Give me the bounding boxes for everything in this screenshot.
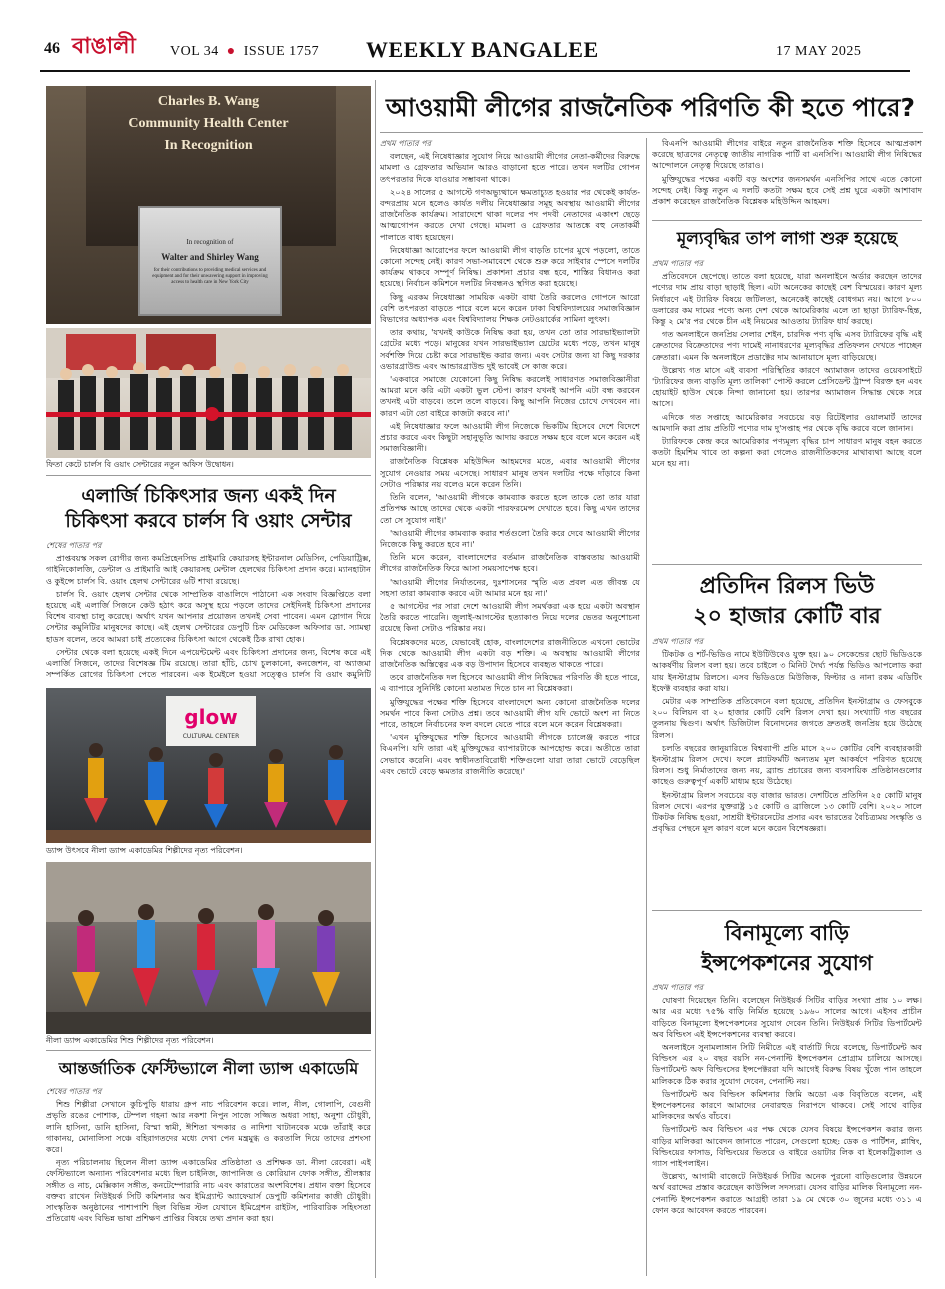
- inspection-headline: [652, 918, 922, 978]
- page-number: 46: [44, 40, 60, 57]
- allergy-headline-line-1: এলার্জি চিকিৎসার জন্য একই দিন: [81, 485, 336, 507]
- allergy-story-body: [46, 540, 371, 680]
- glow-sign-text: glow: [184, 705, 238, 729]
- issue: ISSUE 1757: [243, 44, 320, 59]
- masthead-rule: [40, 70, 910, 72]
- plaque-names: Walter and Shirley Wang: [161, 252, 259, 262]
- paragraph: ট্যারিফকে কেন্দ্র করে আমেরিকার পণ্যমূল্য বৃদ্ধির চাপ সাধারণ মানুষ বহন করতে কতটা হিমশিম খাবে তা কল্পনা করা গেলেও রাজনীতিকদের মাথাব্যথা আছে বলে মনে হয় না।: [652, 436, 922, 469]
- ribbon-cutting-illustration: [46, 328, 371, 458]
- divider: [46, 1050, 371, 1051]
- divider: [380, 132, 923, 133]
- reels-headline-line-2: ২০ হাজার কোটি বার: [693, 604, 881, 629]
- allergy-headline-line-2: চিকিৎসা করবে চার্লস বি ওয়াং সেন্টার: [65, 510, 352, 532]
- paragraph: প্রতিবেদনে ছেপেছে। তাতে বলা হয়েছে, যারা অনলাইনে অর্ডার করছেন তাদের পণ্যের দাম প্রায় বাড়া ছাড়াই ছিল। এটা অনেকের কাছেই বেশ বিস্ময়ের। কারণ মূল্য নির্ধারণে এই ট্যারিফ বিষয়ে জটিলতা, অনেকেই কাছেই বোধগম্য নয়। আগে ৮০০ ডলারের কম দামের পণ্যে অন্য দেশ থেকে আমেরিকায় এলে তা ছাড়া ট্যারিফ-হিন্ত, কিন্তু ২ মে'র পর থেকে চীন এই নিয়মের আওতায় ট্যারিফ ধার্য করছে।: [652, 271, 922, 327]
- paragraph: 'আওয়ামী লীগের নির্যাতনের, দুঃশাসনের স্মৃতি এত প্রবল এত জীবন্ত যে সহসা তারা কামব্যাক করবে এটা আমার মনে হয় না।': [380, 576, 640, 598]
- paragraph: বিশ্লেষকদের মতে, যেভাবেই হোক, বাংলাদেশের রাজনীতিতে এখনো ভোটের দিক থেকে আওয়ামী লীগ একটা বড় শক্তি। এ অবস্থায় আওয়ামী লীগের রাজনৈতিক অস্তিত্বের এক বড় উপাদান হিসেবে ব্যবহৃত থাকতে পারে।: [380, 636, 640, 669]
- paragraph: ঘোষণা দিয়েছেন তিনি। বলেছেন নিউইয়র্ক সিটির বাড়ির সংখ্যা প্রায় ১০ লক্ষ। আর এর মধ্যে ৭৫% বাড়ি নির্মিত হয়েছে ১৯৬০ সালের আগে। এইসব প্রাচীন বাড়িতে বিনামূল্যে ইন্সপেকশনের সুযোগ দেবেন তিনি। নিউইয়র্ক সিটির ডিপার্টমেন্ট অব বিল্ডিংস এই ইন্সপেকশনের ব্যবস্থা করবে।: [652, 995, 922, 1039]
- sign-line-2: Community Health Center: [128, 116, 289, 131]
- reels-headline: [652, 572, 922, 632]
- ribbon-cutting-photo: [46, 328, 371, 458]
- sign-line-1: Charles B. Wang: [157, 94, 260, 109]
- children-dancers-illustration: [46, 862, 371, 1034]
- main-story-column-1: [380, 138, 640, 1276]
- main-story-column-2: [652, 138, 922, 214]
- divider: [652, 220, 922, 221]
- ribbon-photo-caption: ফিতা কেটে চার্লস বি ওয়াং সেন্টারের নতুন অফিস উদ্বোধন।: [46, 460, 234, 469]
- price-headline: মূল্যবৃদ্ধির তাপ লাগা শুরু হয়েছে: [676, 229, 898, 249]
- paragraph: ডিপার্টমেন্ট অব বিল্ডিংস কমিশনার জিমি অডো এক বিবৃতিতে বলেন, এই ইন্সপেকশনের কারণে আমাদের নেবারহুড নিরাপদে থাকবে। সেই সাথে বাড়ির মালিকদের অর্থও বাঁচবে।: [652, 1088, 922, 1122]
- continued-label: প্রথম পাতার পর: [652, 983, 703, 992]
- paragraph: মুক্তিযুদ্ধের পক্ষের একটি বড় অংশের জনসমর্থন এনসিপির সাথে এতে কোনো সন্দেহ নেই। কিন্তু নতুন এ দলটি কতটা সক্ষম হবে সেই প্রশ্ন ঘুরে একটা আশাবাদ প্রকাশ করেছেন রাজনৈতিক বিশ্লেষক মহিউদ্দিন আহমদ।: [652, 173, 922, 207]
- main-headline: আওয়ামী লীগের রাজনৈতিক পরিণতি কী হতে পারে?: [386, 93, 915, 122]
- continued-label: শেষের পাতার পর: [46, 541, 102, 550]
- recognition-plaque: [138, 206, 282, 316]
- paragraph: কিছু এরকম নিষেধাজ্ঞা সাময়িক একটা বাধা তৈরি করলেও গোপনে আরো বেশি তৎপরতা বাড়তে পারে বলে মনে করেন ঢাকা বিশ্ববিদ্যালয়ের সমাজবিজ্ঞান বিভাগের অধ্যাপক এবং বিশ্ববিদ্যালয় শিক্ষক নেটওয়ার্কের সামিনা লুৎফা।: [380, 291, 640, 325]
- paragraph: এই নিষেধাজ্ঞার ফলে আওয়ামী লীগ নিজেকে ভিকটিম হিসেবে দেশে বিদেশে প্রচার করবে এবং কিছুটা সহানুভূতি আদায় করতে সক্ষম হবে বলে মনে করেন এই সমাজবিজ্ঞানী।: [380, 420, 640, 454]
- paragraph: বলছেন, এই নিষেধাজ্ঞার সুযোগ নিয়ে আওয়ামী লীগের নেতা-কর্মীদের বিরুদ্ধে মামলা ও গ্রেফতার অভিযান আরও বাড়ানো হতে পারে। তখন দলটির গোপন তৎপরতার দিকে যাওয়ার সম্ভাবনা থাকে।: [380, 151, 640, 184]
- paragraph: 'আওয়ামী লীগের কামব্যাক করার শর্তগুলো তৈরি করে দেবে আওয়ামী লীগের নিজেকে কিছু করতে হবে না।': [380, 527, 640, 549]
- paragraph: মুক্তিযুদ্ধের পক্ষের শক্তি হিসেবে বাংলাদেশে অন্য কোনো রাজনৈতিক দলের সমর্থন পাবে কিনা সেটাও প্রশ্ন। তবে আওয়ামী লীগ যদি ভোটে অংশ না নিতে পারে, তাহলে নির্বাচনের ফল বদলে যেতে পারে বলে মনে করেন বিশ্লেষকরা।: [380, 696, 640, 729]
- column-divider: [646, 138, 647, 1276]
- divider: [652, 910, 922, 911]
- dance-story-body: [46, 1086, 371, 1276]
- paragraph: সেন্টার থেকে বলা হয়েছে একই দিনে এপয়েন্টমেন্ট এবং চিকিৎসা প্রদানের জন্য, বিশেষ করে এই এলার্জি সিজনে, তাদের বিশেষজ্ঞ টিম রয়েছে। তারা হাঁচি, চোখ চুলকানো, কনজেশন, বা অ্যাজমা সম্পর্কিত রোগের চিকিৎসা পেতে পারবেন। এক ইমেইলে হওয়া সত্ত্বেও চার্লস বি ওয়াং কমুনিটি: [46, 646, 371, 680]
- price-story-body: [652, 258, 922, 558]
- divider: [46, 475, 371, 476]
- paragraph: তবে রাজনৈতিক দল হিসেবে আওয়ামী লীগ নিষিদ্ধের পরিণতি কী হতে পারে, এ ব্যাপারে সুনির্দিষ্ট কোনো মতামত দিতে চান না বিশ্লেষকরা।: [380, 672, 640, 694]
- paragraph: নিষেধাজ্ঞা আরোপের ফলে আওয়ামী লীগ বাড়তি চাপের মুখে পড়লো, তাতে কোনো সন্দেহ নেই। কারণ সভা-সমাবেশে থেকে শুরু করে সাইবার স্পেসে দলটির কার্যক্রম থাকবে সম্পূর্ণ নিষিদ্ধ। প্রকাশনা প্রচার বন্ধ হবে, শাস্তির বিধানও করা হয়েছে। নির্বাচন কমিশনে দলটির নিবন্ধনও স্থগিত করা হয়েছে।: [380, 244, 640, 289]
- paragraph: উল্লেখ্য, আগামী বাজেটে নিউইয়র্ক সিটির অনেক পুরনো বাড়িগুলোর উন্নয়নে অর্থ বরাদ্দের প্রস্তাব করেছেন কাউন্সিল সদস্যরা। যেসব বাড়ির মালিক বিনামূল্যে নন-পেনাল্টি ইন্সপেকশন করাতে আগ্রহী তারা ১৯ মে থেকে ৩০ জুনের মধ্যে ৩১১ এ ফোন করে আবেদন করতে পারবেন।: [652, 1171, 922, 1215]
- glow-sign-sub: CULTURAL CENTER: [182, 733, 240, 740]
- continued-label: শেষের পাতার পর: [46, 1087, 102, 1096]
- bullet-dot-icon: ●: [222, 44, 240, 59]
- continued-label: প্রথম পাতার পর: [652, 637, 703, 646]
- paper-name: WEEKLY BANGALEE: [366, 37, 599, 62]
- paragraph: চলতি বছরের জানুয়ারিতে বিশ্বব্যাপী প্রতি মাসে ২০০ কোটির বেশি ব্যবহারকারী ইনস্টাগ্রাম রিলস দেখে। ফলে প্ল্যাটফর্মটি অন্যতম মূল আকর্ষণে পরিণত হয়েছে রিলস। শুধু নির্মাতাদের জন্য নয়, ব্র্যান্ড প্রচারের জন্য ব্যবসায়িক প্রতিষ্ঠানগুলোর কাছেও গুরুত্বপূর্ণ একটি মাধ্যম হয়ে উঠেছে।: [652, 742, 922, 787]
- paragraph: ইনস্টাগ্রাম রিলস সবচেয়ে বড় বাজার ভারত। দেশটিতে প্রতিদিন ২৫ কোটি মানুষ রিলস দেখে। এরপর যুক্তরাষ্ট্র ১৫ কোটি ও ব্রাজিলে ১৩ কোটি বেশি। ২০২০ সালে টিকটক নিষিদ্ধ হওয়া, সাশ্রয়ী ইন্টারনেটের প্রসার এবং ভারতের বৈচিত্র্যময় সংস্কৃতি ও প্রবৃদ্ধির পেছনে মূল কারণ বলে মনে করেন বিশেষজ্ঞরা।: [652, 789, 922, 834]
- volume: VOL 34: [170, 44, 219, 59]
- plaque-description: for their contributions to providing medical services and equipment and for their unwavering support in improving access to health care in New York City: [152, 268, 268, 285]
- paragraph: তিনি মনে করেন, বাংলাদেশের বর্তমান রাজনৈতিক বাস্তবতায় আওয়ামী লীগের রাজনৈতিক ফিরে আসা সময়সাপেক্ষ হবে।: [380, 552, 640, 574]
- dance-headline: আন্তর্জাতিক ফেস্টিভ্যালে নীলা ড্যান্স একাডেমি: [58, 1059, 359, 1078]
- continued-label: প্রথম পাতার পর: [380, 139, 431, 148]
- paragraph: 'এখন মুক্তিযুদ্ধের শক্তি হিসেবে আওয়ামী লীগকে চ্যালেঞ্জ করতে পারে বিএনপি। যদি তারা এই মুক্তিযুদ্ধের ব্যাপারটাকে আপহোল্ড করে। অতীতে তারা সেভাবে করেনি। এবং স্বাধীনতাবিরোধী শক্তিগুলো যারা তারা ভোটে বেড়েছিল এবং ভোটে বেড়ে ক্ষমতার রাজনীতি করেছে।': [380, 732, 640, 776]
- paragraph: অনলাইনে সুনামলাঙ্গান সিটি নিমীতে এই বার্তাটি দিয়ে বলেছে, ডিপার্টমেন্ট অব বিল্ডিংস এর ২০ বছর বয়সি নন-পেনাল্টি ইন্সপেকশন প্রোগ্রাম চালিয়ে আসছে। ডিপার্টমেন্ট অফ বিল্ডিংসের ইন্সপেক্টররা যদি আগেই বিরুদ্ধ বিষয় খুঁজে পান তাহলে মালিককে ঠিক করার সুযোগ দেবেন, পেনাল্টি নয়।: [652, 1042, 922, 1086]
- paragraph: তিনি বলেন, 'আওয়ামী লীগকে কামব্যাক করতে হলে তাকে তো তার যারা প্রতিপক্ষ আছে তাদের থেকে একটা পারফরমেন্স দেখাতে হবে। কিছু এখন তাদের তো সে সুযোগ নাই।': [380, 492, 640, 525]
- children-dancers-photo: [46, 862, 371, 1034]
- issue-date: 17 MAY 2025: [776, 44, 862, 59]
- inspection-headline-line-2: ইন্সপেকশনের সুযোগ: [701, 951, 873, 975]
- allergy-headline: [46, 484, 371, 534]
- paragraph: চার্লস বি. ওয়াং হেলথ সেন্টার থেকে সাম্প্রতিক বাঙালিদে পাঠানো এক সংবাদ বিজ্ঞপ্তিতে বলা হয়েছে এই এলার্জি সিজনে কেউ হঠাৎ করে অসুস্থ হয়ে পড়লে তাদের সেইদিনই চিকিৎসা প্রদানের বিশেষ ব্যবস্থা চালু করেছে। অর্থাৎ যখন আপনার প্রয়োজন তখনই সেবা পাবেন। এমন স্লোগান দিয়ে সেন্টার কমুনিটির মানুষদের কাছে। এই হেলথ সেন্টারের ডেপুটি চিফ মেডিকেল অফিসার ডা. স্যামন্থা হাডস বলেন, তবে আমরা চাই প্রত্যেকের চিকিৎসা আগে থেকেই ঠিক রাখা হোক।: [46, 588, 371, 644]
- paragraph: ২০২৪ সালের ৫ আগস্টে গণঅভ্যুত্থানে ক্ষমতাচ্যুত হওয়ার পর থেকেই কার্যত-বন্দরপ্রায় মনে হলেও কার্যত দলীয় নিষেধাজ্ঞার সমূহ অবস্থায় আওয়ামী লীগের রাজনৈতিক কার্যক্রম। সারাদেশে থাকা দলের পদ পদবী নেতাদের একাংশ ছেড়ে আত্মগোপন করতে দেখা গেছে। মামলা ও গ্রেফতার আতঙ্কে বহু নেতাকর্মী পালাতে বাধ্য হয়েছেন।: [380, 186, 640, 242]
- inspection-headline-line-1: বিনামূল্যে বাড়ি: [724, 921, 850, 945]
- column-divider: [375, 80, 376, 1278]
- reels-headline-line-1: প্রতিদিন রিলস ভিউ: [699, 574, 875, 599]
- reels-story-body: [652, 636, 922, 906]
- paragraph: টিকটক ও শর্ট-ভিডিও নামে ইউটিউবেও যুক্ত হয়। ৯০ সেকেন্ডের ছোট ভিডিওকে আকর্ষণীয় রিলস বলা হয়। তবে চাইলে ৩ মিনিট দৈর্ঘ্য পর্যন্ত ভিডিও আপলোড করা যায় ইনস্টাগ্রাম রিলসে। এসব ভিডিওতে মিউজিক, ফিল্টার ও নানা রকম এডিটিং ইফেক্ট ব্যবহার করা যায়।: [652, 649, 922, 693]
- children-dancers-caption: নীলা ড্যান্স একাডেমির শিশু শিল্পীদের নৃত্য পরিবেশন।: [46, 1036, 214, 1045]
- plaque-small-text: In recognition of: [186, 238, 234, 246]
- inspection-story-body: [652, 982, 922, 1276]
- volume-issue: [170, 44, 319, 60]
- paragraph: ডিপার্টমেন্ট অব বিল্ডিংস এর পক্ষ থেকে যেসব বিষয়ে ইন্সপেকশন করার জন্য বাড়ির মালিকরা আবেদন জানাতে পারেন, সেগুলো হচ্ছে: ডেক ও পার্টিশন, প্লাম্বিং, বিল্ডিংয়ের ফাসাড, বিল্ডিংয়ের ভিতরে ও বাইরে ওয়াটার লিক বা ইলেকট্রিক্যাল ও গ্যাস পাইপলাইন।: [652, 1124, 922, 1169]
- paragraph: উল্লেখ্য গত মাসে এই ব্যবসা পরিস্থিতির কারণে অ্যামাজন তাদের ওয়েবসাইটে 'ট্যারিফের জন্য বাড়তি মূল্য তালিকা' পোস্ট করলে প্রেসিডেন্ট ট্রাম্প বিরক্ত হন এবং হোয়াইট হাউস থেকে নিন্দা জানানো হয়। তারপর অ্যামাজন সিদ্ধান্ত থেকে সরে আসে।: [652, 364, 922, 409]
- paragraph: প্রাপ্তবয়স্ক সকল রোগীর জন্য কমপ্রিহেনসিভ প্রাইমারি কেয়ারসহ ইন্টারনাল মেডিসিন, পেডিয়াট্রিক্স, গাইনিকোলজি, ডেন্টাল ও প্রাইমারি আই কেয়ারসহ মেন্টাল হেলথের চিকিৎসা প্রদান করে। ম্যানহাটান ও কুইন্সে চার্লস বি. ওয়াং হেলথ সেন্টারের ৬টি শাখা রয়েছে।: [46, 553, 371, 586]
- sign-line-3: In Recognition: [164, 138, 253, 153]
- paragraph: মেটার এক সাম্প্রতিক প্রতিবেদনে বলা হয়েছে, প্রতিদিন ইনস্টাগ্রাম ও ফেসবুকে ২০০ বিলিয়ন বা ২০ হাজার কোটি বেশি রিলস দেখা হয়। সংখ্যাটি গত বছরের তুলনায় দ্বিগুণ। অর্থাৎ ডিজিটাল বিনোদনের জগতে দ্রুততই জনপ্রিয় হয়ে উঠেছে রিলস।: [652, 696, 922, 740]
- masthead: [0, 0, 945, 62]
- paragraph: গত অনলাইনে জনপ্রিয় সেলার শেইন, চারদিক পণ্য বৃদ্ধি এসব ট্যারিফের বৃদ্ধি এই ক্রেতাদের বিক্রেতাদের পণ্য দামেই নানাধরণের মূল্যবৃদ্ধির প্রতিফলন দেখতে পাচ্ছেন ক্রেতারা। এমন কি অনলাইনে প্রডাক্টের দাম আনায়াসে মূল্য বাড়িয়েছে।: [652, 329, 922, 362]
- paragraph: নৃত্য পরিচালনায় ছিলেন নীলা ড্যান্স একাডেমির প্রতিষ্ঠাতা ও প্রশিক্ষক ডা. নীলা রেবেরা। এই ফেস্টিভ্যালে অন্যান্য পরিবেশনার মধ্যে ছিল চাইনিজ, জাপানিজ ও কোরিয়ান ফোক সঙ্গীত, শ্রীলঙ্কার সঙ্গীত ও নাচ, মেক্সিকান সঙ্গীত, কনটেম্পোরারি নাচ এবং কারাতের অংশবিশেষ। প্রধান বক্তা হিসেবে বক্তব্য রাখেন নিউইয়র্ক সিটি কমিশনার অব ইমিগ্র্যান্ট অ্যাফেয়ার্স ডেপুটি কমিশনার কাজী চৌধুরী। সাংস্কৃতিক অনুষ্ঠানের পাশাপাশি ছিল বিভিন্ন স্টল যেখানে ইমিগ্রেশন রাইটস, পারিবারিক সহিংসতা প্রতিরোধ এবং বিভিন্ন ভাষা প্রশিক্ষণ প্রাপ্তির বিষয়ে তথ্য প্রদান করা হয়।: [46, 1157, 371, 1224]
- paragraph: 'একবারে সমাজে যেকোনো কিছু নিষিদ্ধ করলেই সাধারণত সমাজবিজ্ঞানীরা আমরা মনে করি এটা একটা ভুল স্টেপ। কারণ যখনই আপনি এটা বন্ধ করবেন তখনই এটা বাড়বে। তলে তলে বাড়বে। কিছু আপনি নিজের চোখে দেখবেন না। কারণ এটা তো বাইরে কাজটা করবে না।': [380, 374, 640, 418]
- continued-label: প্রথম পাতার পর: [652, 259, 703, 268]
- dancers-illustration: [46, 688, 371, 843]
- dance-stage-caption: ড্যান্স উৎসবে নীলা ড্যান্স একাডেমির শিল্পীদের নৃত্য পরিবেশন।: [46, 846, 243, 855]
- dance-stage-photo: [46, 688, 371, 843]
- paragraph: তার কথায়, 'যখনই কাউকে নিষিদ্ধ করা হয়, তখন তো তার সারভাইভ্যালটা গ্রেটের মধ্যে পড়ে। মানুষের যখন সারভাইভ্যাল থ্রেটের মধ্যে পড়ে, তখন মানুষ সর্বশক্তি দিয়ে চেষ্টা করে সারভাইভ করার জন্য। এবং সেটার জন্য যা কিছু দরকার ওভারগ্রাউন্ড এবং আন্ডারগ্রাউন্ড দুই ভাবেই সে কাজ করে।: [380, 327, 640, 371]
- paragraph: ৫ আগস্টের পর সারা দেশে আওয়ামী লীগ সমর্থকরা এক হয়ে একটা অবস্থান তৈরি করতে পারেনি। জুলাই-আগস্টের হত্যাকাণ্ড নিয়ে দলের ভেতর অনুশোচনা রয়েছে কিনা সেটাও পরিষ্কার নয়।: [380, 600, 640, 634]
- paragraph: শিশু শিল্পীরা সেখানে কুচিপুড়ি ধারায় গ্রুপ নাচ পরিবেশন করে। লাল, নীল, গোলাপি, বেগুনী প্রভৃতি রঙের পোশাক, টেম্পল গহনা আর নকশা নিপুন সাজে সজ্জিত অধরা সাহা, অনুশা চৌধুরী, লানি হাসিনা, ডানি হাসিনা, বিস্মা স্বামী, ঈশিতা খন্দকার ও নাদিশা খাটানবেক মঞ্চে তাঁরাই করে গাকানয়, মোনালিসা সঞ্চে বহিরাগতদের মধ্যে দেখা পেন মন্ত্রমুগ্ধ ও করতালি দিয়ে তাদের প্রশংসা করে।: [46, 1099, 371, 1155]
- newspaper-logo: বাঙালী: [72, 34, 136, 59]
- paragraph: বিএনপি আওয়ামী লীগের বাইরে নতুন রাজনৈতিক শক্তি হিসেবে আত্মপ্রকাশ করেছে ছাত্রদের নেতৃত্বে জাতীয় নাগরিক পার্টি বা এনসিপি। আওয়ামী লীগ নিষিদ্ধের আন্দোলনে নেতৃত্ব দিয়েছে তারাও।: [652, 138, 922, 171]
- paragraph: এদিকে গত সপ্তাহে আমেরিকার সবচেয়ে বড় রিটেইলার ওয়ালমার্ট তাদের আমদানি করা প্রায় প্রতিটি পণ্যের দাম দু'সপ্তাহ পর থেকে বৃদ্ধি করবে বলে জানান।: [652, 411, 922, 433]
- health-center-sign-photo: [46, 86, 371, 324]
- divider: [652, 564, 922, 565]
- paragraph: রাজনৈতিক বিশ্লেষক মহিউদ্দিন আহমদের মতে, এবার আওয়ামী লীগের সুযোগ নেওয়ার সময় এসেছে। সাধারণ মানুষ তখন দলটির পক্ষে দাঁড়াবে কিনা সেটাও পরিষ্কার নয় বলেও মনে করেন তিনি।: [380, 456, 640, 489]
